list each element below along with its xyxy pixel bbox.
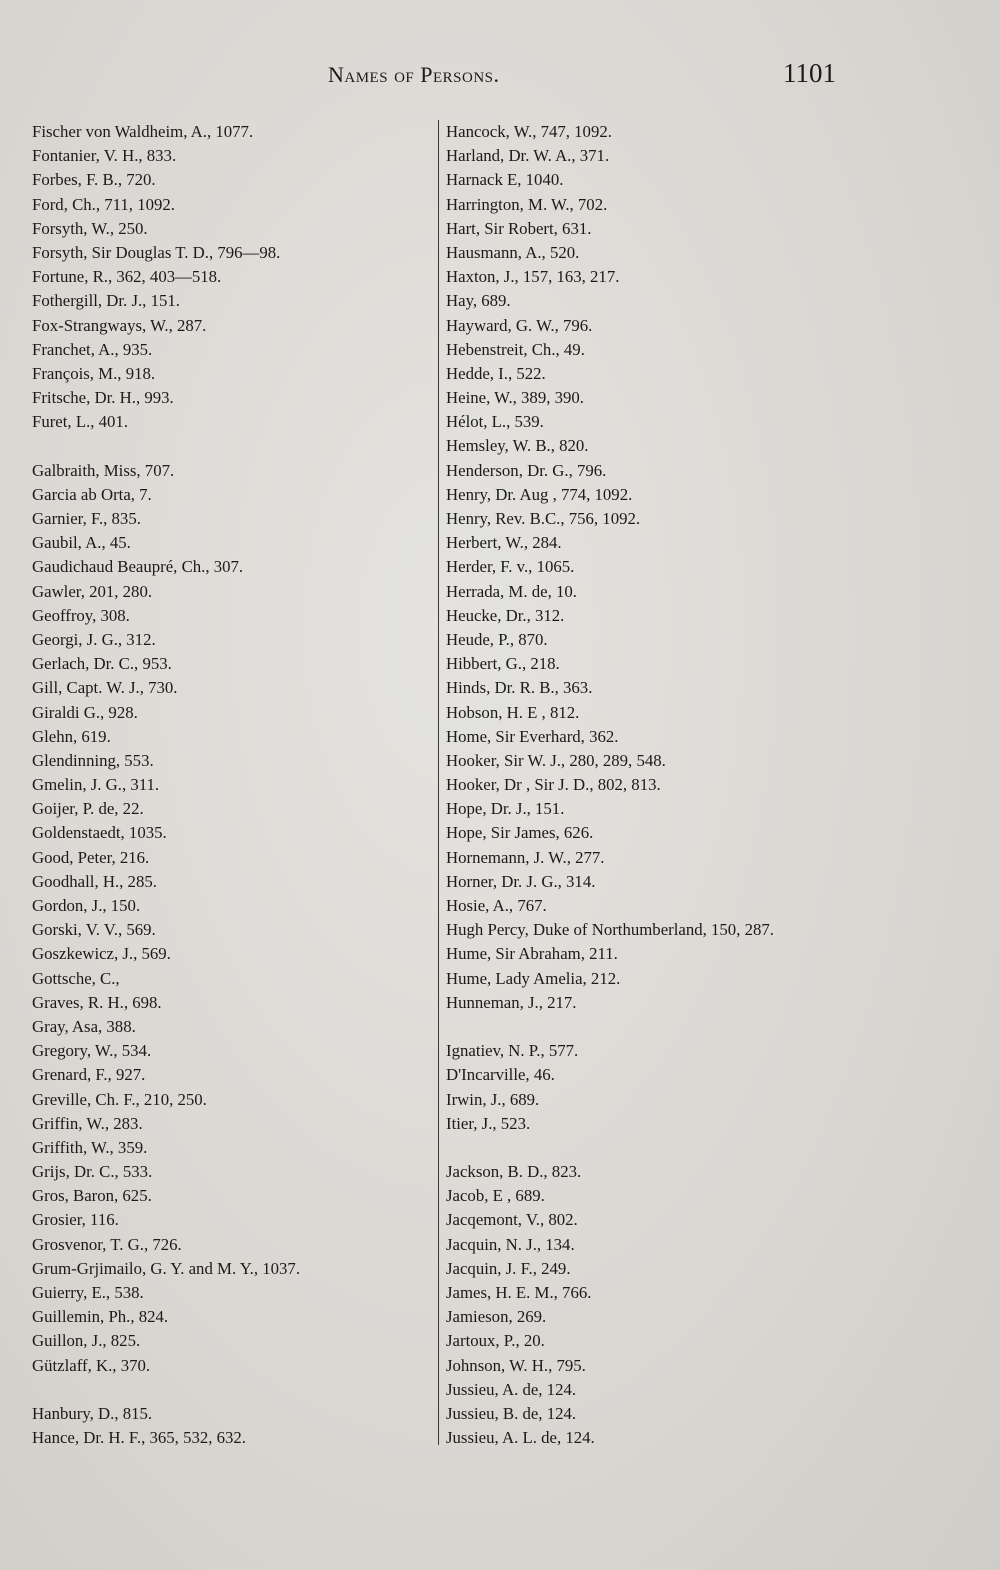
index-entry: Goijer, P. de, 22. [32, 799, 144, 819]
index-entry: Furet, L., 401. [32, 412, 129, 432]
index-entry: Garcia ab Orta, 7. [32, 484, 152, 504]
index-entry: Fischer von Waldheim, A., 1077. [32, 122, 254, 141]
index-entry: Hume, Sir Abraham, 211. [446, 944, 618, 964]
index-entry: Grosier, 116. [32, 1210, 119, 1230]
page-header [0, 58, 1000, 96]
index-entry: Forbes, F. B., 720. [32, 170, 156, 190]
index-entry: Gaubil, A., 45. [32, 533, 131, 553]
index-entry: Harland, Dr. W. A., 371. [446, 146, 610, 166]
index-entry: Hobson, H. E , 812. [446, 702, 580, 722]
index-entry: Gray, Asa, 388. [32, 1016, 136, 1036]
index-entry: François, M., 918. [32, 363, 156, 383]
page-title: Names of Persons. [328, 62, 500, 87]
index-entry: Gottsche, C., [32, 968, 120, 988]
index-entry: Goszkewicz, J., 569. [32, 944, 171, 964]
index-entry: Goldenstaedt, 1035. [32, 823, 167, 843]
index-entry: Johnson, W. H., 795. [446, 1355, 586, 1375]
index-entry: Jussieu, B. de, 124. [446, 1403, 577, 1423]
index-entry: Henry, Dr. Aug , 774, 1092. [446, 484, 633, 504]
index-entry: Guillon, J., 825. [32, 1331, 141, 1351]
index-entry: Franchet, A., 935. [32, 339, 153, 359]
index-entry: Giraldi G., 928. [32, 702, 138, 722]
index-entry: Jussieu, A. de, 124. [446, 1379, 577, 1399]
index-entry: Gregory, W., 534. [32, 1041, 152, 1061]
index-entry: Herder, F. v., 1065. [446, 557, 575, 577]
index-entry: Graves, R. H., 698. [32, 992, 162, 1012]
index-entry: Gerlach, Dr. C., 953. [32, 654, 172, 674]
index-entry: Jacqemont, V., 802. [446, 1210, 578, 1230]
index-entry: Hélot, L., 539. [446, 412, 544, 432]
index-entry: Jacquin, J. F., 249. [446, 1258, 571, 1278]
index-entry: D'Incarville, 46. [446, 1065, 555, 1085]
index-entry: Hart, Sir Robert, 631. [446, 218, 592, 238]
index-entry: Hunneman, J., 217. [446, 992, 577, 1012]
index-entry: Hooker, Dr , Sir J. D., 802, 813. [446, 775, 661, 795]
index-entry: Fritsche, Dr. H., 993. [32, 388, 174, 408]
index-entry: Hibbert, G., 218. [446, 654, 560, 674]
index-entry: Fontanier, V. H., 833. [32, 146, 177, 166]
index-entry: Hemsley, W. B., 820. [446, 436, 589, 456]
section-gap [446, 1136, 866, 1160]
index-entry: Jackson, B. D., 823. [446, 1162, 582, 1182]
index-entry: Hume, Lady Amelia, 212. [446, 968, 621, 988]
index-entry: Gorski, V. V., 569. [32, 920, 156, 940]
index-entry: Itier, J., 523. [446, 1113, 531, 1133]
index-entry: Fothergill, Dr. J., 151. [32, 291, 180, 311]
index-entry: Gordon, J., 150. [32, 896, 141, 915]
index-entry: Herbert, W., 284. [446, 533, 562, 553]
index-entry: Ignatiev, N. P., 577. [446, 1041, 579, 1061]
index-entry: Goodhall, H., 285. [32, 871, 157, 891]
index-entry: Haxton, J., 157, 163, 217. [446, 267, 620, 287]
index-entry: Geoffroy, 308. [32, 605, 130, 625]
index-entry: James, H. E. M., 766. [446, 1283, 592, 1302]
index-entry: Grosvenor, T. G., 726. [32, 1234, 182, 1254]
index-entry: Henry, Rev. B.C., 756, 1092. [446, 509, 641, 528]
index-entry: Forsyth, Sir Douglas T. D., 796—98. [32, 242, 281, 262]
index-entry: Gill, Capt. W. J., 730. [32, 678, 178, 698]
index-entry: Henderson, Dr. G., 796. [446, 460, 607, 480]
index-entry: Jussieu, A. L. de, 124. [446, 1428, 595, 1448]
index-entry: Glehn, 619. [32, 726, 111, 746]
index-entry: Hausmann, A., 520. [446, 242, 580, 262]
index-entry: Jartoux, P., 20. [446, 1331, 545, 1351]
index-entry: Forsyth, W., 250. [32, 218, 148, 238]
index-entry: Gros, Baron, 625. [32, 1186, 152, 1206]
index-entry: Hinds, Dr. R. B., 363. [446, 678, 593, 698]
page-number: 1101 [783, 58, 836, 88]
index-entry: Guierry, E., 538. [32, 1283, 144, 1302]
index-entry: Gaudichaud Beaupré, Ch., 307. [32, 557, 244, 577]
index-entry: Hosie, A., 767. [446, 896, 547, 915]
index-entry: Jamieson, 269. [446, 1307, 547, 1327]
index-entry: Galbraith, Miss, 707. [32, 460, 175, 480]
section-gap [32, 434, 437, 458]
index-entry: Gawler, 201, 280. [32, 581, 153, 601]
index-entry: Heine, W., 389, 390. [446, 388, 584, 408]
column-divider [438, 120, 439, 1445]
index-entry: Hayward, G. W., 796. [446, 315, 593, 335]
index-entry: Hooker, Sir W. J., 280, 289, 548. [446, 750, 666, 770]
index-entry: Horner, Dr. J. G., 314. [446, 871, 596, 891]
index-entry: Griffin, W., 283. [32, 1113, 143, 1133]
index-entry: Hebenstreit, Ch., 49. [446, 339, 585, 359]
index-entry: Greville, Ch. F., 210, 250. [32, 1089, 207, 1109]
index-entry: Hope, Dr. J., 151. [446, 799, 565, 819]
index-entry: Hugh Percy, Duke of Northumberland, 150, 287. [446, 920, 774, 940]
index-entry: Gützlaff, K., 370. [32, 1355, 151, 1375]
section-gap [32, 1378, 437, 1402]
index-entry: Grenard, F., 927. [32, 1065, 146, 1085]
index-entry: Ford, Ch., 711, 1092. [32, 194, 175, 214]
index-entry: Herrada, M. de, 10. [446, 581, 577, 601]
section-gap [446, 1015, 866, 1039]
index-entry: Guillemin, Ph., 824. [32, 1307, 169, 1327]
index-entry: Hanbury, D., 815. [32, 1403, 153, 1423]
index-entry: Fortune, R., 362, 403—518. [32, 267, 222, 287]
index-entry: Gmelin, J. G., 311. [32, 775, 160, 795]
index-entry: Georgi, J. G., 312. [32, 629, 156, 649]
index-entry: Jacquin, N. J., 134. [446, 1234, 575, 1254]
index-entry: Garnier, F., 835. [32, 509, 141, 528]
index-entry: Hay, 689. [446, 291, 511, 311]
index-entry: Harnack E, 1040. [446, 170, 564, 190]
index-entry: Heude, P., 870. [446, 629, 548, 649]
index-entry: Hance, Dr. H. F., 365, 532, 632. [32, 1428, 246, 1448]
index-entry: Glendinning, 553. [32, 750, 154, 770]
index-entry: Hope, Sir James, 626. [446, 823, 594, 843]
index-entry: Fox-Strangways, W., 287. [32, 315, 207, 335]
index-entry: Hornemann, J. W., 277. [446, 847, 605, 867]
index-entry: Hedde, I., 522. [446, 363, 546, 383]
index-entry: Good, Peter, 216. [32, 847, 150, 867]
index-entry: Griffith, W., 359. [32, 1137, 148, 1157]
index-entry: Grijs, Dr. C., 533. [32, 1162, 153, 1182]
index-entry: Grum-Grjimailo, G. Y. and M. Y., 1037. [32, 1258, 301, 1278]
index-entry: Jacob, E , 689. [446, 1186, 545, 1206]
index-entry: Home, Sir Everhard, 362. [446, 726, 619, 746]
index-entry: Hancock, W., 747, 1092. [446, 122, 612, 141]
index-entry: Heucke, Dr., 312. [446, 605, 565, 625]
index-entry: Irwin, J., 689. [446, 1089, 540, 1109]
index-entry: Harrington, M. W., 702. [446, 194, 608, 214]
right-index-column [446, 120, 866, 1450]
left-index-column [32, 120, 437, 1450]
